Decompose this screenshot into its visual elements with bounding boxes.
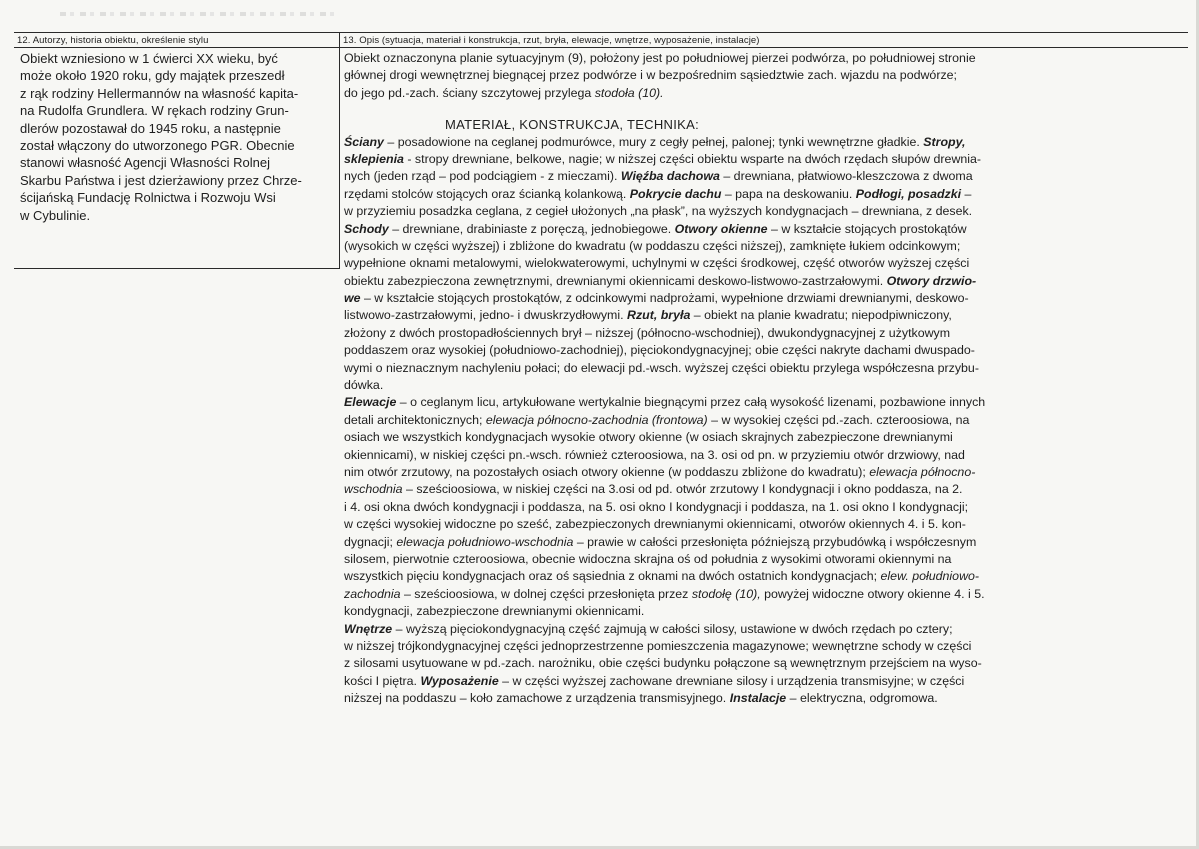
history-line: ścijańską Fundację Rolnictwa i Rozwoju Wsi: [20, 190, 276, 206]
description-line: [344, 377, 1184, 394]
field-heading: Podłogi, posadzki: [855, 186, 962, 201]
line-text: – sześcioosiowa, w dolnej części przesłonięta przez: [400, 586, 692, 601]
line-text: – obiekt na planie kwadratu; niepodpiwniczony,: [690, 308, 952, 323]
paragraph-gap: [344, 102, 1184, 116]
line-text: dówka.: [344, 378, 384, 393]
field-heading: Rzut, bryła: [627, 308, 691, 323]
history-line: na Rudolfa Grundlera. W rękach rodziny Grun-: [20, 103, 289, 119]
description-line: [344, 134, 1184, 151]
description-text: [344, 50, 1184, 707]
line-text: listwowo-zastrzałowymi, jedno- i dwuskrzydłowymi.: [344, 308, 627, 323]
description-line: [344, 360, 1184, 377]
line-text: detali architektonicznych;: [344, 412, 486, 427]
line-text: okiennicami), w niskiej części pn.-wsch. również czteroosiowa, na 3. osi od pn. w przyziemiu otwór drzwiowy, nad: [344, 447, 965, 462]
line-text: – posadowione na ceglanej podmurówce, mury z cegły pełnej, palonej; tynki wewnętrzne gładkie.: [383, 134, 924, 149]
table-top-rule: [14, 32, 1188, 33]
italic-term: elewacja północno-: [869, 464, 976, 479]
line-text: rzędami stolców stojących oraz ścianką kolankową.: [344, 186, 630, 201]
field-12-header: 12. Autorzy, historia obiektu, określenie stylu: [17, 35, 209, 46]
history-line: stanowi własność Agencji Własności Rolnej: [20, 155, 271, 171]
line-text: powyżej widoczne otwory okienne 4. i 5.: [760, 586, 985, 601]
line-text: – o ceglanym licu, artykułowane wertykalnie biegnącymi przez całą wysokość lizenami, pozbawione innych: [396, 395, 986, 410]
line-text: - stropy drewniane, belkowe, nagie; w niższej części obiektu wsparte na dwóch rzędach słupów drewnia-: [403, 151, 982, 166]
history-line: dlerów pozostawał do 1945 roku, a następnie: [20, 120, 281, 136]
description-line: [344, 534, 1184, 551]
description-line: [344, 186, 1184, 203]
line-text: – papa na deskowaniu.: [721, 186, 856, 201]
description-line: [344, 325, 1184, 342]
intro-line: [344, 85, 1184, 102]
record-card-table: [14, 32, 1188, 840]
field-heading: Więźba dachowa: [620, 169, 720, 184]
description-line: [344, 551, 1184, 568]
field-heading: Wnętrze: [344, 621, 393, 636]
line-text: wszystkich pięciu kondygnacjach oraz oś sąsiednia z oknami na dwóch ostatnich kondygnacjach;: [344, 569, 881, 584]
description-line: [344, 690, 1184, 707]
intro-line: głównej drogi wewnętrznej biegnącej przez podwórze i w bezpośrednim sąsiedztwie zach. wjazdu na podwórze;: [344, 68, 957, 83]
description-line: [344, 568, 1184, 585]
line-text: w przyziemiu posadzka ceglana, z cegieł ułożonych „na płask”, na wyższych kondygnacjach – drewniana, z desek.: [344, 204, 973, 219]
line-text: – sześcioosiowa, w niskiej części na 3.osi od pd. otwór zrzutowy I kondygnacji i okno poddasza, na 2.: [402, 482, 963, 497]
line-text: poddaszem oraz wysokiej (południowo-zachodniej), pięciokondygnacyjnej; obie części nakryte dachami dwuspado-: [344, 343, 975, 358]
description-line: [344, 499, 1184, 516]
line-text: wymi o nieznacznym nachyleniu połaci; do elewacji pd.-wsch. wyższej części obiektu przylega współczesna przybu-: [344, 360, 979, 375]
line-text: silosem, pierwotnie czteroosiowa, obecnie widoczna skrajna oś od południa z wysokimi otworami okiennymi na: [344, 551, 952, 566]
italic-term: elew. południowo-: [880, 569, 980, 584]
description-line: [344, 655, 1184, 672]
line-text: niższej na poddaszu – koło zamachowe z urządzenia transmisyjnego.: [344, 691, 730, 706]
description-line: [344, 586, 1184, 603]
column-divider: [339, 32, 340, 268]
italic-term: elewacja południowo-wschodnia: [396, 534, 574, 549]
history-line: w Cybulinie.: [20, 207, 91, 223]
description-line: [344, 255, 1184, 272]
italic-term: zachodnia: [344, 586, 401, 601]
description-line: [344, 481, 1184, 498]
line-text: i 4. osi okna dwóch kondygnacji i poddasza, na 5. osi okno I kondygnacji i poddasza, na 1. osi okno I kondygnacji;: [344, 499, 969, 514]
line-text: w niższej trójkondygnacyjnej części jednoprzestrzenne pomieszczenia magazynowe; wewnętrzne schody w części: [344, 638, 972, 653]
field-heading: Schody: [344, 221, 389, 236]
description-line: [344, 307, 1184, 324]
description-body: [344, 134, 1184, 708]
line-text: – w kształcie stojących prostokątów, z odcinkowymi nadprożami, wypełnione drzwiami drewnianymi, deskowo-: [360, 291, 969, 306]
italic-term: elewacja północno-zachodnia (frontowa): [485, 412, 708, 427]
description-line: [344, 342, 1184, 359]
description-line: [344, 603, 1184, 620]
history-text: [20, 50, 335, 224]
field-heading: Elewacje: [344, 395, 397, 410]
scan-artifact: [60, 12, 340, 16]
section-title: MATERIAŁ, KONSTRUKCJA, TECHNIKA:: [445, 117, 699, 133]
field-13-header: 13. Opis (sytuacja, materiał i konstrukcja, rzut, bryła, elewacje, wnętrze, wyposażenie, instalacje): [343, 35, 760, 46]
line-text: –: [961, 186, 972, 201]
line-text: z silosami usytuowane w pd.-zach. narożniku, obie części budynku połączone są wewnętrznym przejściem na wyso-: [344, 656, 982, 671]
field-heading: we: [344, 291, 361, 306]
line-text: – w wysokiej części pd.-zach. czteroosiowa, na: [707, 412, 970, 427]
history-line: może około 1920 roku, gdy majątek przeszedł: [20, 68, 285, 84]
description-line: [344, 221, 1184, 238]
description-line: [344, 516, 1184, 533]
field-heading: Wyposażenie: [420, 673, 499, 688]
line-text: – w kształcie stojących prostokątów: [767, 221, 967, 236]
line-text: nych (jeden rząd – pod podciągiem - z mieczami).: [344, 169, 621, 184]
history-line: Skarbu Państwa i jest dzierżawiony przez Chrze-: [20, 172, 302, 188]
field-heading: sklepienia: [344, 151, 404, 166]
italic-term: stodołę (10),: [691, 586, 761, 601]
line-text: – wyższą pięciokondygnacyjną część zajmują w całości silosy, ustawione w dwóch rzędach po cztery;: [392, 621, 953, 636]
intro-barn-reference: stodoła (10).: [594, 85, 664, 100]
line-text: – drewniana, płatwiowo-kleszczowa z dwoma: [719, 169, 973, 184]
line-text: dygnacji;: [344, 534, 397, 549]
description-line: [344, 168, 1184, 185]
line-text: kości I piętra.: [344, 673, 421, 688]
description-line: [344, 447, 1184, 464]
description-line: [344, 464, 1184, 481]
line-text: kondygnacji, zabezpieczone drewnianymi okiennicami.: [344, 604, 645, 619]
field-heading: Pokrycie dachu: [629, 186, 722, 201]
description-line: [344, 238, 1184, 255]
line-text: – drewniane, drabiniaste z poręczą, jednobiegowe.: [388, 221, 675, 236]
description-line: [344, 273, 1184, 290]
line-text: – elektryczna, odgromowa.: [786, 691, 938, 706]
description-line: [344, 621, 1184, 638]
line-text: – w części wyższej zachowane drewniane silosy i urządzenia transmisyjne; w części: [498, 673, 965, 688]
description-line: [344, 203, 1184, 220]
line-text: (wysokich w części wyższej) i zbliżone do kwadratu (w poddaszu części niższej), zamknięte łukiem odcinkowym;: [344, 238, 961, 253]
field-heading: Otwory drzwio-: [886, 273, 977, 288]
line-text: w części wysokiej widoczne po sześć, zabezpieczonych drewnianymi okiennicami, otworów okiennych 4. i 5. kon-: [344, 517, 966, 532]
field-heading: Ściany: [344, 134, 384, 149]
italic-term: wschodnia: [344, 482, 403, 497]
line-text: osiach we wszystkich kondygnacjach wysokie otwory okienne (w osiach skrajnych zabezpieczone drewnianymi: [344, 430, 953, 445]
line-text: obiektu zabezpieczona zewnętrznymi, drewnianymi okiennicami deskowo-listwowo-zastrzałowymi.: [344, 273, 887, 288]
line-text: złożony z dwóch prostopadłościennych brył – niższej (północno-wschodniej), dwukondygnacyjnej z użytkowym: [344, 325, 951, 340]
description-line: [344, 394, 1184, 411]
header-divider-rule: [14, 47, 1188, 48]
field-heading: Otwory okienne: [674, 221, 768, 236]
description-line: [344, 673, 1184, 690]
line-text: wypełnione oknami metalowymi, wielokwaterowymi, uchylnymi w części środkowej, część otworów wyższej części: [344, 256, 970, 271]
history-line: został włączony do utworzonego PGR. Obecnie: [20, 138, 295, 154]
line-text: – prawie w całości przesłonięta późniejszą przybudówką i współczesnym: [573, 534, 977, 549]
field-heading: Stropy,: [923, 134, 966, 149]
description-line: [344, 429, 1184, 446]
description-line: [344, 638, 1184, 655]
field-heading: Instalacje: [729, 691, 787, 706]
left-cell-bottom-rule: [14, 268, 340, 269]
line-text: nim otwór zrzutowy, na pozostałych osiach otwory okienne (w poddaszu zbliżone do kwadratu);: [344, 464, 870, 479]
history-line: Obiekt wzniesiono w 1 ćwierci XX wieku, być: [20, 51, 278, 66]
description-line: [344, 290, 1184, 307]
description-line: [344, 151, 1184, 168]
description-line: [344, 412, 1184, 429]
history-line: z rąk rodziny Hellermannów na własność kapita-: [20, 85, 299, 101]
intro-line: Obiekt oznaczonyna planie sytuacyjnym (9), położony jest po południowej pierzei podwórza, po południowej stronie: [344, 51, 976, 65]
intro-line-text: do jego pd.-zach. ściany szczytowej przylega: [344, 85, 592, 100]
